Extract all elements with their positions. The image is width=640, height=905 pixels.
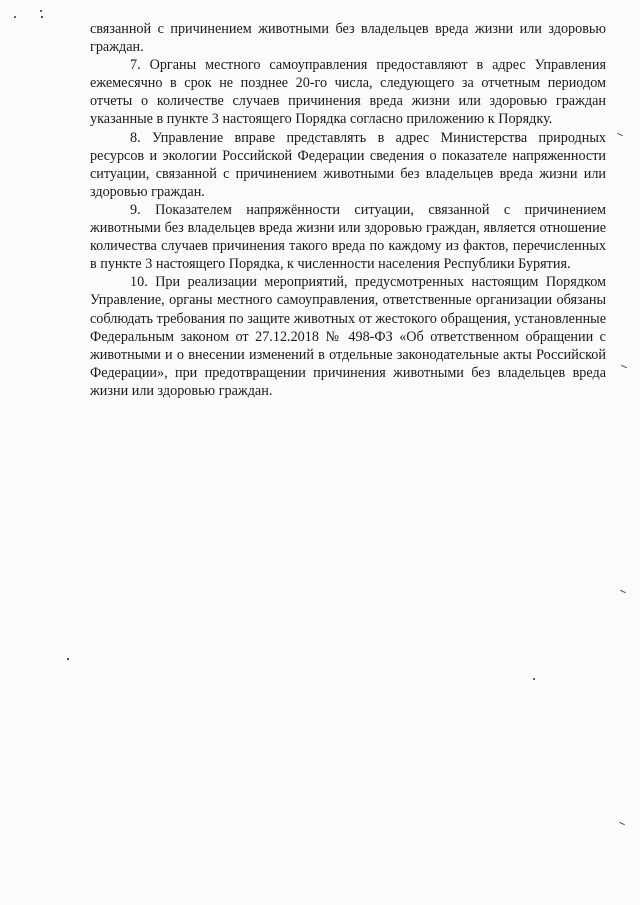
scan-mark [617, 133, 623, 137]
paragraph-10: 10. При реализации мероприятий, предусмотренных настоящим Порядком Управление, органы местного самоуправления, ответственные организации обязаны соблюдать требования по защите животных от жестокого обращения, установленные Федеральным законом от 27.12.2018 № 498-ФЗ «Об ответственном обращении с животными и о внесении изменений в отдельные законодательные акты Российской Федерации», при предотвращении причинения животными без владельцев вреда жизни или здоровью граждан. [90, 274, 606, 399]
scan-mark [620, 590, 626, 594]
scan-mark [621, 365, 627, 369]
paragraph-continuation: связанной с причинением животными без владельцев вреда жизни или здоровью граждан. [90, 21, 606, 56]
scan-speck [41, 16, 43, 18]
scan-speck [40, 10, 42, 12]
paragraph-8: 8. Управление вправе представлять в адрес Министерства природных ресурсов и экологии Российской Федерации сведения о показателе напряженности ситуации, связанной с причинением животными без владельцев вреда жизни или здоровью граждан. [90, 129, 606, 200]
scan-mark [619, 822, 625, 826]
scan-speck [533, 678, 535, 680]
document-body [90, 20, 606, 400]
scan-speck [14, 16, 16, 18]
paragraph-7: 7. Органы местного самоуправления предоставляют в адрес Управления ежемесячно в срок не позднее 20-го числа, следующего за отчетным периодом отчеты о количестве случаев причинения вреда жизни или здоровью граждан указанные в пункте 3 настоящего Порядка согласно приложению к Порядку. [90, 57, 606, 128]
paragraph-9: 9. Показателем напряжённости ситуации, связанной с причинением животными без владельцев вреда жизни или здоровью граждан, является отношение количества случаев причинения такого вреда по каждому из фактов, перечисленных в пункте 3 настоящего Порядка, к численности населения Республики Бурятия. [90, 201, 606, 273]
scan-speck [67, 658, 69, 660]
